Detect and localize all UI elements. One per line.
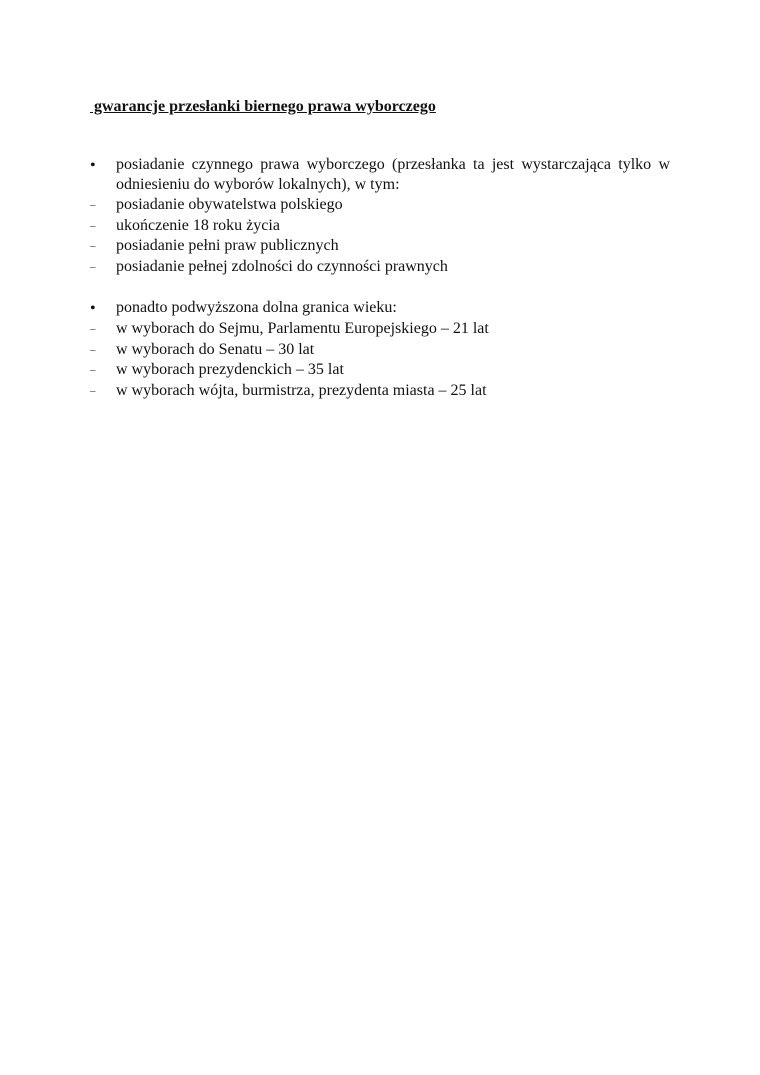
list-item (90, 236, 670, 257)
bullet-icon: • (90, 300, 96, 317)
dash-icon: – (90, 323, 96, 335)
list-item (90, 195, 670, 216)
dash-icon: – (90, 384, 96, 397)
bullet-row (90, 298, 670, 319)
list-item (90, 319, 670, 340)
list-item-text: posiadanie pełni praw publicznych (116, 237, 339, 254)
list-item (90, 216, 670, 237)
document-heading: gwarancje przesłanki biernego prawa wyborczego (90, 98, 436, 115)
dash-icon: – (90, 343, 96, 356)
sublist (90, 319, 670, 401)
list-item (90, 340, 670, 361)
list-item-text: w wyborach do Senatu – 30 lat (116, 340, 315, 358)
bullet-text: posiadanie czynnego prawa wyborczego (przesłanka ta jest wystarczająca tylko w odniesieniu do wyborów lokalnych), w tym: (116, 156, 670, 193)
list-item-text: posiadanie obywatelstwa polskiego (116, 196, 343, 213)
list-item-text: w wyborach wójta, burmistrza, prezydenta miasta – 25 lat (116, 381, 487, 399)
dash-icon: – (90, 364, 96, 376)
list-item (90, 257, 670, 278)
dash-icon: – (90, 219, 96, 232)
bullet-icon: • (90, 157, 96, 174)
list-item (90, 360, 670, 381)
list-item-text: ukończenie 18 roku życia (116, 216, 280, 234)
dash-icon: – (90, 240, 96, 252)
list-item-text: w wyborach do Sejmu, Parlamentu Europejskiego – 21 lat (116, 320, 489, 337)
sublist (90, 195, 670, 277)
bullet-section-age-limits (90, 298, 670, 401)
dash-icon: – (90, 199, 96, 211)
bullet-section-active-rights (90, 155, 670, 277)
dash-icon: – (90, 260, 96, 273)
bullet-text: ponadto podwyższona dolna granica wieku: (116, 299, 397, 316)
list-item (90, 381, 670, 402)
bullet-row (90, 155, 670, 195)
list-item-text: posiadanie pełnej zdolności do czynności prawnych (116, 257, 448, 275)
list-item-text: w wyborach prezydenckich – 35 lat (116, 361, 344, 378)
